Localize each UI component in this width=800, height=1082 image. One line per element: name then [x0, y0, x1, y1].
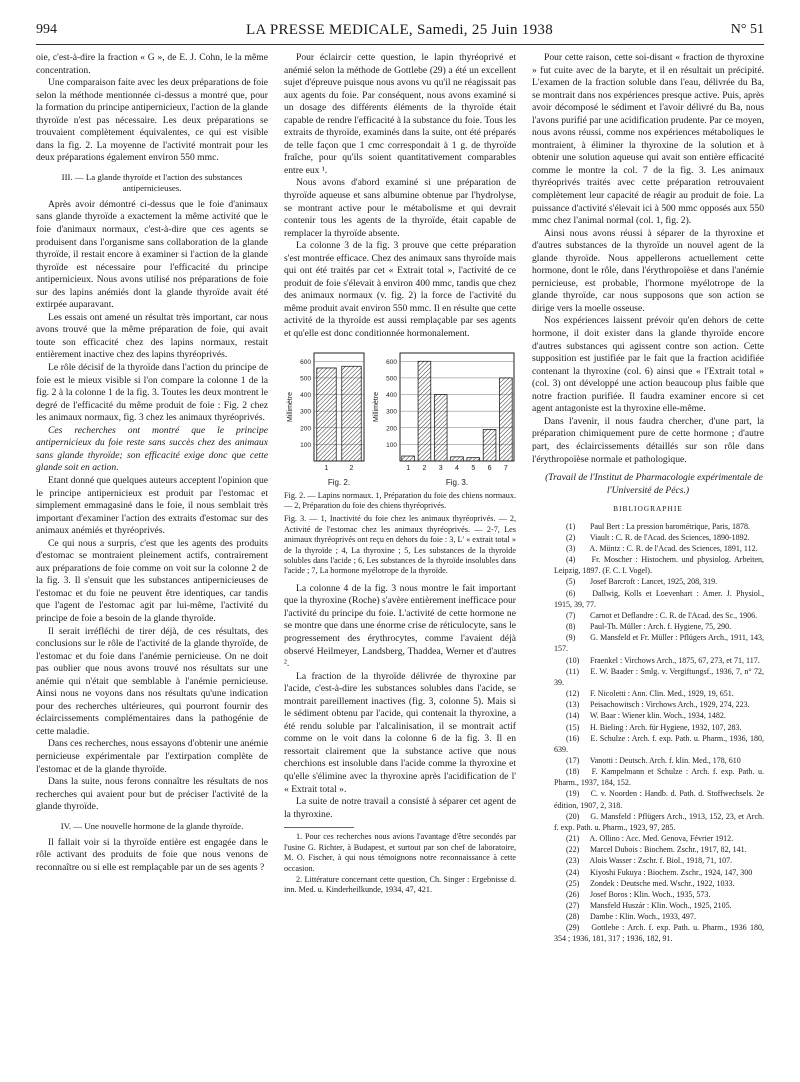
bibliography-number: (26)	[566, 889, 580, 899]
y-tick-label: 400	[386, 391, 397, 399]
paragraph: Ainsi nous avons réussi à séparer de la thyroxine et d'autres substances de la thyroïde un nouvel agent de la glande thyroïde. Nous appellerons actuellement cette hormone, dont le rôle, dans l'érythropoïèse et dans l'anémie pernicieuse, est probable, l'hormone myélotrope de la glande thyroïde, car nous supposons que son action se dirige vers la moelle osseuse.	[532, 227, 764, 314]
bibliography-entry	[532, 632, 764, 654]
figure-3-caption: Fig. 3. — 1, Inactivité du foie chez les animaux thyréoprivés. — 2, Activité de l'estomac chez les animaux thyréoprivés. — 2-7, Les animaux thyréoprivés ont reçu en dehors du foie : 3, L' « extrait total » de la thyroïde ; 4, La thyroxine ; 5, Les substances de la thyroïde solubles dans l'acide ; 6, Les substances de la thyroïde insolubles dans l'acide ; 7, La hormone myélotrope de la thyroïde.	[284, 514, 516, 576]
bibliography-text: Dallwig, Kolls et Loevenhart : Amer. J. Physiol., 1915, 39, 77.	[554, 588, 764, 609]
bibliography-entry	[532, 833, 764, 844]
bibliography-text: A. Müntz : C. R. de l'Acad. des Sciences, 1891, 112.	[588, 544, 758, 553]
bibliography-text: Vanotti : Deutsch. Arch. f. klin. Med., 178, 610	[588, 755, 741, 765]
paragraph: La suite de notre travail a consisté à séparer cet agent de la thyroxine.	[284, 796, 516, 820]
bibliography-text: C. v. Noorden : Handb. d. Path. d. Stoffwechsels. 2e édition, 1907, 2, 318.	[554, 789, 764, 810]
y-tick-label: 200	[386, 424, 397, 432]
bibliography-entry	[532, 844, 764, 855]
bibliography-number: (9)	[566, 633, 576, 643]
journal-title: LA PRESSE MEDICALE, Samedi, 25 Juin 1938	[246, 22, 554, 38]
bibliography-entry	[532, 666, 764, 688]
section-heading: IV. — Une nouvelle hormone de la glande thyroïde.	[60, 820, 244, 831]
x-tick-label: 1	[406, 464, 411, 472]
bibliography-text: Josef Boros : Klin. Woch., 1935, 573.	[588, 889, 711, 899]
bibliography-text: Marcel Dubois : Biochem. Zschr., 1917, 82, 141.	[588, 845, 747, 855]
bibliography-entry	[532, 710, 764, 721]
bibliography-entry	[532, 900, 764, 911]
bibliography-number: (20)	[566, 811, 580, 821]
bibliography-text: Josef Barcroft : Lancet, 1925, 208, 319.	[588, 577, 718, 587]
y-axis-label: Millimètre	[287, 391, 294, 422]
bibliography-text: E. W. Baader : Smlg. v. Vergiftungsf., 1936, 7, n° 72, 39.	[554, 666, 764, 687]
bibliography-entry	[532, 733, 764, 755]
bibliography-entry	[532, 543, 764, 554]
x-tick-label: 1	[324, 464, 329, 472]
bibliography-entry	[532, 699, 764, 710]
x-tick-label: 2	[422, 464, 427, 472]
bibliography-number: (21)	[566, 834, 580, 844]
bar	[402, 456, 415, 461]
paragraph: Nous avons d'abord examiné si une préparation de thyroïde aqueuse et sans albumine obtenue par l'hydrolyse, se montrant active pour le métabolisme et qui devrait contenir tous les agents de la thyroïde, était capable de remplacer la thyroïde absente.	[284, 177, 516, 239]
paragraph: Il serait irréfléchi de tirer déjà, de ces résultats, des conclusions sur le rôle de l'activité de la glande thyroïde, de l'estomac et du foie dans l'anémie pernicieuse. On ne doit pas oublier que nous avons trouvé nos résultats sur une anémie qui n'était que semblable à l'anémie pernicieuse. Ainsi nous ne voyons dans nos résultats qu'une indication pour des recherches ultérieures, qui pourront fournir des éclaircissements complémentaires dans la pathogénie de cette maladie.	[36, 625, 268, 737]
figure-label: Fig. 2.	[327, 477, 351, 487]
bibliography-entry	[532, 811, 764, 833]
paragraph: Le rôle décisif de la thyroïde dans l'action du principe de foie est le mieux visible si l'on compare la colonne 1 de la fig. 2 à la colonne 1 de la fig. 3. Toutes les deux montrent le degré de l'efficacité du même produit de foie : Fig. 2 chez les animaux normaux, fig. 3 chez les animaux thyréoprivés.	[36, 362, 268, 424]
paragraph: Dans la suite, nous ferons connaître les résultats de nos recherches qui avaient pour but de préciser l'activité de la glande thyroïde.	[36, 776, 268, 813]
x-tick-label: 3	[438, 464, 443, 472]
paragraph: Etant donné que quelques auteurs acceptent l'opinion que le principe antipernicieux est produit par l'estomac et simplement emmagasiné dans le foie, il nous semblait très important d'examiner l'action des extraits d'estomac sur des animaux anémiés et thyréoprivés.	[36, 474, 268, 537]
bibliography-number: (8)	[566, 622, 576, 632]
bibliography-number: (13)	[566, 700, 580, 710]
page-number: 994	[36, 22, 57, 37]
column-right	[532, 52, 764, 945]
paragraph: Il fallait voir si la thyroïde entière est engagée dans le rôle activant des produits de foie que nous venons de reconnaître ou si elle est remplaçable par un de ses agents ?	[36, 836, 268, 873]
bibliography-text: G. Mansfeld et Fr. Müller : Pflügers Arch., 1911, 143, 157.	[554, 633, 764, 654]
bibliography-number: (3)	[566, 544, 576, 553]
x-tick-label: 2	[349, 464, 354, 472]
bibliography-list	[532, 521, 764, 945]
section-heading: III. — La glande thyroïde et l'action des substances antipernicieuses.	[61, 171, 243, 193]
paragraph: Pour cette raison, cette soi-disant « fraction de thyroxine » fut cuite avec de la baryte, et il en résultait un précipité. L'examen de la fraction soluble dans l'eau, délivrée du Ba, se montrait dans nos expériences presque active. Puis, après avoir décomposé le sédiment et l'avoir délivré du Ba, nous l'avons purifié par une acidification prudente. Par ce moyen, nous avons réussi, comme nos expériences métaboliques le montraient, à éliminer la thyroxine de la solution et à obtenir une solution aqueuse qui avait son entière efficacité comme le montre la col. 7 de la fig. 3. Les animaux thyréoprivés traités avec cette préparation retrouvaient complètement leur capacité de réagir au produit de foie. La puissance d'activité s'élevait ici à 500 mmc opposés aux 550 mmc chez l'animal normal (col. 1, fig. 2).	[532, 52, 764, 227]
paragraph: Pour éclaircir cette question, le lapin thyréoprivé et anémié selon la méthode de Gottlebe (29) a été un excellent sujet d'épreuve puisque nous avons vu qu'il ne réagissait pas aux agents du foie. Par conséquent, nous avons examiné si un dosage des différents éléments de la thyroïde était capable de rendre l'efficacité à la substance du foie. Tous les extraits de thyroïde, examinés dans la suite, ont été préparés de telle façon que 1 cmc correspondait à 1 g. de thyroïde fraîche, pour qu'ils soient quantitativement comparables entre eux ¹.	[284, 52, 516, 176]
bibliography-number: (19)	[566, 789, 580, 799]
bibliography-text: F. Kampelmann et Schulze : Arch. f. exp. Path. u. Pharm., 1937, 184, 152.	[554, 767, 764, 788]
bar	[500, 378, 513, 461]
paragraph: Une comparaison faite avec les deux préparations de foie selon la méthode mentionnée ci-dessus a montré que, pour la formation du principe antipernicieux, l'action de la glande thyroïde n'est pas nécessaire. Les deux préparations se trouvaient complètement équivalentes, ce qui est visible dans la fig. 2. La moyenne de l'activité montrait pour les deux préparations également environ 550 mmc.	[36, 77, 268, 164]
bibliography-text: H. Bieling : Arch. für Hygiene, 1932, 107, 283.	[588, 722, 742, 732]
bibliography-text: Paul-Th. Müller : Arch. f. Hygiene, 75, 290.	[588, 622, 732, 632]
bibliography-text: W. Baar : Wiener klin. Woch., 1934, 1482.	[588, 711, 726, 721]
bibliography-entry	[532, 788, 764, 810]
bibliography-number: (27)	[566, 901, 580, 910]
bar	[483, 429, 496, 461]
x-tick-label: 6	[487, 464, 492, 472]
bibliography-number: (18)	[566, 767, 580, 777]
bibliography-number: (16)	[566, 733, 580, 743]
bibliography-text: Zondek : Deutsche med. Wschr., 1922, 1033.	[588, 878, 735, 888]
paragraph: La fraction de la thyroïde délivrée de thyroxine par l'acide, c'est-à-dire les substances solubles dans l'acide, se montrait pareillement inactives (fig. 3, colonne 5). Mais si le sédiment obtenu par l'acide, qui contenait la thyroxine, a été rendu soluble par l'alcalinisation, il se montrait actif comme on le voit dans la colonne 6 de la fig. 3. Il en ressortait clairement que la substance active que nous cherchions est insoluble dans l'acide comme la thyroxine et qu'elle s'élimine avec la thyroxine après l'acidification de l' « Extrait total ».	[284, 670, 516, 795]
paragraph: Nos expériences laissent prévoir qu'en dehors de cette hormone, il doit exister dans la glande thyroïde encore d'autres substances qui agissent contre son action. Cette supposition est justifiée par le fait que la fraction acidifiée contenant la thyroxine (col. 6) ainsi que « l'Extrait total » (col. 3) ont développé une action beaucoup plus faible que notre fraction purifiée. Il faudra examiner encore si cet agent antagoniste est la thyroxine elle-même.	[532, 315, 764, 415]
bibliography-text: Peisachowitsch : Virchows Arch., 1929, 274, 223.	[588, 700, 750, 710]
bibliography-entry	[532, 688, 764, 699]
bibliography-text: A. Ollino : Acc. Med. Genova, Février 1912.	[588, 834, 734, 844]
bibliography-text: Alois Wasser : Zschr. f. Biol., 1918, 71, 107.	[588, 856, 733, 866]
chart-frame	[400, 353, 514, 461]
bibliography-number: (1)	[566, 521, 576, 531]
y-tick-label: 200	[300, 424, 311, 432]
paragraph: oie, c'est-à-dire la fraction « G », de E. J. Cohn, le la même concentration.	[36, 52, 268, 76]
bibliography-text: Mansfeld Huszár : Klin. Woch., 1925, 2105.	[588, 901, 732, 910]
y-tick-label: 500	[386, 375, 397, 383]
bibliography-entry	[532, 554, 764, 576]
y-tick-label: 300	[386, 408, 397, 416]
bibliography-entry	[532, 755, 764, 766]
bar	[418, 361, 431, 461]
page-header	[36, 22, 764, 42]
bibliography-entry	[532, 588, 764, 610]
bibliography-number: (11)	[566, 666, 580, 676]
column-left	[36, 52, 268, 874]
bar	[317, 368, 337, 461]
bibliography-entry	[532, 532, 764, 543]
bibliography-entry	[532, 766, 764, 788]
bar	[467, 457, 480, 460]
bibliography-number: (2)	[566, 532, 576, 542]
bibliography-number: (29)	[566, 923, 580, 933]
paragraph: Les essais ont amené un résultat très important, car nous avons trouvé que la même préparation de foie, qui avait toute son efficacité chez des lapins normaux, restait entièrement inactive chez des lapins thyréoprivés.	[36, 311, 268, 361]
bibliography-number: (12)	[566, 689, 580, 699]
bibliography-number: (23)	[566, 856, 580, 866]
header-rule	[36, 44, 764, 45]
bar	[434, 394, 447, 460]
x-tick-label: 5	[471, 464, 476, 472]
y-tick-label: 300	[300, 408, 311, 416]
paragraph: Ce qui nous a surpris, c'est que les agents des produits d'estomac se montraient pleinement actifs, contrairement aux préparations de foie comme on voit sur la colonne 2 de la fig. 3. Il s'ensuit que les substances antipernicieuses de l'estomac et du foie ne peuvent être identiques, car tandis que l'agent de l'estomac agit par lui-même, l'activité du principe de foie a besoin de la glande thyroïde.	[36, 537, 268, 624]
bar	[451, 456, 464, 460]
paragraph: La colonne 4 de la fig. 3 nous montre le fait important que la thyroxine (Roche) s'avère entièrement inefficace pour l'activité du principe du foie. L'activité de cette hormone ne se montre que dans une énorme crise de réticulocyte, sans le progressement des érythrocytes, comme l'avaient déjà observé Heilmeyer, Landsberg, Thaddea, Werner et d'autres ².	[284, 582, 516, 670]
bibliography-number: (28)	[566, 912, 580, 922]
y-tick-label: 600	[300, 358, 311, 366]
bibliography-text: Viault : C. R. de l'Acad. des Sciences, 1890-1892.	[588, 532, 750, 542]
bibliography-text: Kiyoshi Fukuya : Biochem. Zschr., 1924, 147, 300	[588, 867, 753, 877]
figure-2-chart	[284, 347, 370, 489]
bibliography-entry	[532, 922, 764, 944]
bibliography-text: F. Nicoletti : Ann. Clin. Med., 1929, 19, 651.	[588, 689, 734, 699]
paragraph: La colonne 3 de la fig. 3 prouve que cette préparation s'est montrée efficace. Chez des animaux sans thyroïde mais qui ont été traités par cet « Extrait total », l'activité de ce produit de foie s'élevait à environ 400 mmc, tandis que chez des animaux normaux (v. fig. 2) la force de l'activité du même produit avait environ 550 mmc. Il en résulte que cette activité de la thyroïde est aussi remplaçable par ses agents et qu'elle est donc conditionnée hormonalement.	[284, 240, 516, 340]
bibliography-text: Fr. Moscher : Histochem. und physiolog. Arbeiten, Leipzig, 1897. (F. C. I. Vogel).	[554, 555, 764, 576]
y-tick-label: 100	[386, 441, 397, 449]
bibliography-number: (15)	[566, 722, 580, 732]
bibliography-number: (25)	[566, 878, 580, 888]
institution-note: (Travail de l'Institut de Pharmacologie expérimentale de l'Université de Pécs.)	[545, 472, 763, 496]
bibliography-entry	[532, 878, 764, 889]
y-tick-label: 500	[300, 375, 311, 383]
figure-2-caption: Fig. 2. — Lapins normaux. 1, Préparation du foie des chiens normaux. — 2, Préparation du foie des chiens thyréoprivés.	[284, 490, 516, 510]
bibliography-entry	[532, 610, 764, 621]
bibliography-number: (5)	[566, 577, 576, 587]
y-tick-label: 100	[300, 441, 311, 449]
bibliography-entry	[532, 621, 764, 632]
bibliography-number: (7)	[566, 610, 576, 620]
bibliography-number: (22)	[566, 845, 580, 855]
bibliography-number: (17)	[566, 755, 580, 765]
bibliography-text: E. Schulze : Arch. f. exp. Path. u. Pharm., 1936, 180, 639.	[554, 733, 764, 754]
y-tick-label: 600	[386, 358, 397, 366]
bibliography-entry	[532, 911, 764, 922]
bibliography-text: G. Mansfeld : Pflügers Arch., 1913, 152, 23, et Arch. f. exp. Path. u. Pharm., 1923, 97, 285.	[554, 811, 764, 832]
paragraph: Dans ces recherches, nous essayons d'obtenir une anémie pernicieuse expérimentale par l'extirpation complète de l'estomac et de la glande thyroïde.	[36, 738, 268, 775]
x-tick-label: 4	[455, 464, 459, 472]
figures-block	[284, 347, 516, 489]
figure-3-chart	[370, 347, 520, 489]
y-axis-label: Millimètre	[373, 391, 380, 422]
bibliography-heading: BIBLIOGRAPHIE	[613, 504, 683, 514]
bar	[342, 366, 362, 461]
bibliography-entry	[532, 722, 764, 733]
bibliography-number: (10)	[566, 655, 580, 665]
issue-number: N° 51	[730, 22, 764, 37]
figure-label: Fig. 3.	[445, 477, 469, 487]
bibliography-text: Gottlebe : Arch. f. exp. Path. u. Pharm., 1936 180, 354 ; 1936, 181, 317 ; 1936, 182, 91.	[554, 923, 764, 944]
paragraph: Dans l'avenir, il nous faudra chercher, d'une part, la préparation chimiquement pure de cette hormone ; d'autre part, des éclaircissements détaillés sur son rôle dans l'érythropoïèse normale et pathologique.	[532, 415, 764, 465]
bibliography-number: (4)	[566, 555, 576, 565]
bibliography-text: Dambe : Klin. Woch., 1933, 497.	[588, 912, 696, 922]
bibliography-text: Fraenkel : Virchows Arch., 1875, 67, 273, et 71, 117.	[588, 655, 760, 665]
footnote-rule	[284, 827, 354, 828]
footnote: 2. Littérature concernant cette question, Ch. Singer : Ergebnisse d. inn. Med. u. Kinderheilkunde, 1934, 47, 421.	[284, 874, 516, 895]
bibliography-entry	[532, 521, 764, 532]
bibliography-text: Paul Bert : La pression barométrique, Paris, 1878.	[588, 521, 750, 531]
bibliography-entry	[532, 855, 764, 866]
paragraph: Après avoir démontré ci-dessus que le foie d'animaux sans glande thyroïde a exactement la même activité que le foie d'animaux normaux, c'est-à-dire que ces agents se produisent dans l'organisme sans collaboration de la glande thyroïde, il restait encore à examiner si l'action de la glande thyroïde est nécessaire pour l'efficacité du principe antipernicieux. Nous avons utilisé nos préparations de foie sur des lapins anémiés dont la glande thyroïde avait été extirpée auparavant.	[36, 198, 268, 311]
bibliography-number: (6)	[566, 588, 576, 598]
bibliography-text: Carnot et Deflandre : C. R. de l'Acad. des Sc., 1906.	[588, 610, 758, 620]
paragraph: Ces recherches ont montré que le principe antipernicieux du foie reste sans succès chez des animaux sans glande thyroïde; son efficacité exige donc que cette glande soit en action.	[36, 424, 268, 474]
x-tick-label: 7	[503, 464, 508, 472]
bibliography-entry	[532, 889, 764, 900]
bibliography-entry	[532, 576, 764, 587]
bibliography-entry	[532, 655, 764, 666]
bibliography-entry	[532, 867, 764, 878]
bibliography-number: (24)	[566, 867, 580, 877]
footnote: 1. Pour ces recherches nous avions l'avantage d'être secondés par l'usine G. Richter, à Budapest, et surtout par son chef de laboratoire, M. O. Fischer, à qui nous témoignons notre reconnaissance à cette occasion.	[284, 832, 516, 873]
y-tick-label: 400	[300, 391, 311, 399]
bibliography-number: (14)	[566, 711, 580, 721]
column-middle	[284, 52, 516, 896]
